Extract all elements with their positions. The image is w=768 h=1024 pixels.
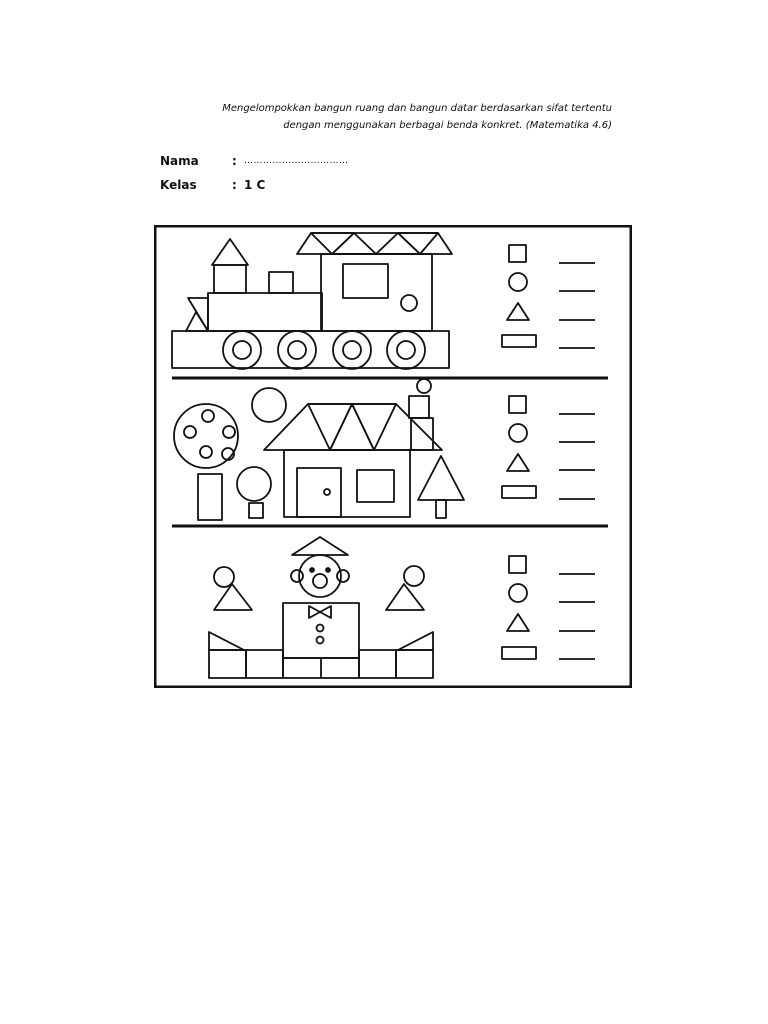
rectangle-shape [357,470,394,502]
circle-shape [237,467,271,501]
square-icon [509,396,526,413]
rectangle-shape [284,450,410,517]
class-colon: : [232,178,237,192]
circle-shape [278,331,316,369]
triangle-shape [311,233,354,254]
circle-shape [184,426,196,438]
triangle-shape [386,584,424,610]
triangle-shape [330,404,374,450]
rectangle-shape [209,650,246,678]
rectangle-shape [396,650,433,678]
triangle-shape [186,312,208,331]
circle-shape [252,388,286,422]
triangle-shape [398,233,438,254]
rectangle-shape [436,500,446,518]
class-label: Kelas [160,178,197,192]
circle-shape [387,331,425,369]
triangle-shape [309,606,320,618]
triangle-icon [507,303,529,320]
train-drawing [172,233,452,369]
page-header [180,100,612,134]
triangle-shape [264,404,442,450]
square-icon [509,245,526,262]
triangle-icon [507,454,529,471]
rectangle-shape [409,396,429,418]
rectangle-shape [321,254,432,331]
triangle-shape [214,584,252,610]
rectangle-shape [246,650,283,678]
circle-shape [310,568,314,572]
rectangle-icon [502,486,536,498]
circle-shape [333,331,371,369]
circle-shape [223,426,235,438]
circle-shape [233,341,251,359]
triangle-shape [292,537,348,555]
circle-shape [404,566,424,586]
rectangle-shape [208,293,322,331]
triangle-shape [352,404,396,450]
circle-shape [326,568,330,572]
triangle-shape [332,233,376,254]
rectangle-shape [269,272,293,293]
circle-shape [343,341,361,359]
circle-shape [417,379,431,393]
rectangle-shape [343,264,388,298]
circle-shape [299,555,341,597]
triangle-shape [418,456,464,500]
name-label: Nama [160,154,199,168]
triangle-shape [209,632,244,650]
triangle-shape [398,632,433,650]
rectangle-shape [214,265,246,293]
class-value: 1 C [244,178,266,192]
house-drawing [174,379,464,520]
circle-shape [397,341,415,359]
circle-shape [313,574,327,588]
clown-drawing [209,537,433,678]
circle-shape [291,570,303,582]
circle-shape [288,341,306,359]
worksheet-figure [154,225,632,688]
circle-shape [317,625,324,632]
header-line-1: Mengelompokkan bangun ruang dan bangun datar berdasarkan sifat tertentu [222,103,612,114]
rectangle-shape [198,474,222,520]
rectangle-shape [249,503,263,518]
circle-shape [200,446,212,458]
circle-shape [337,570,349,582]
circle-shape [317,637,324,644]
triangle-shape [320,606,331,618]
rectangle-shape [297,468,341,517]
worksheet-frame [155,226,631,687]
circle-icon [509,424,527,442]
circle-icon [509,273,527,291]
legend-clown [502,556,595,659]
rectangle-icon [502,335,536,347]
name-value: …………………………… [244,156,349,166]
circle-shape [223,331,261,369]
circle-icon [509,584,527,602]
legend-train [502,245,595,348]
square-icon [509,556,526,573]
circle-shape [324,489,330,495]
triangle-shape [308,404,352,450]
triangle-shape [376,233,420,254]
rectangle-icon [502,647,536,659]
triangle-shape [212,239,248,265]
rectangle-shape [359,650,396,678]
name-colon: : [232,154,237,168]
circle-shape [401,295,417,311]
circle-shape [202,410,214,422]
legend-house [502,396,595,499]
triangle-icon [507,614,529,631]
header-line-2: dengan menggunakan berbagai benda konkret. (Matematika 4.6) [283,120,612,131]
